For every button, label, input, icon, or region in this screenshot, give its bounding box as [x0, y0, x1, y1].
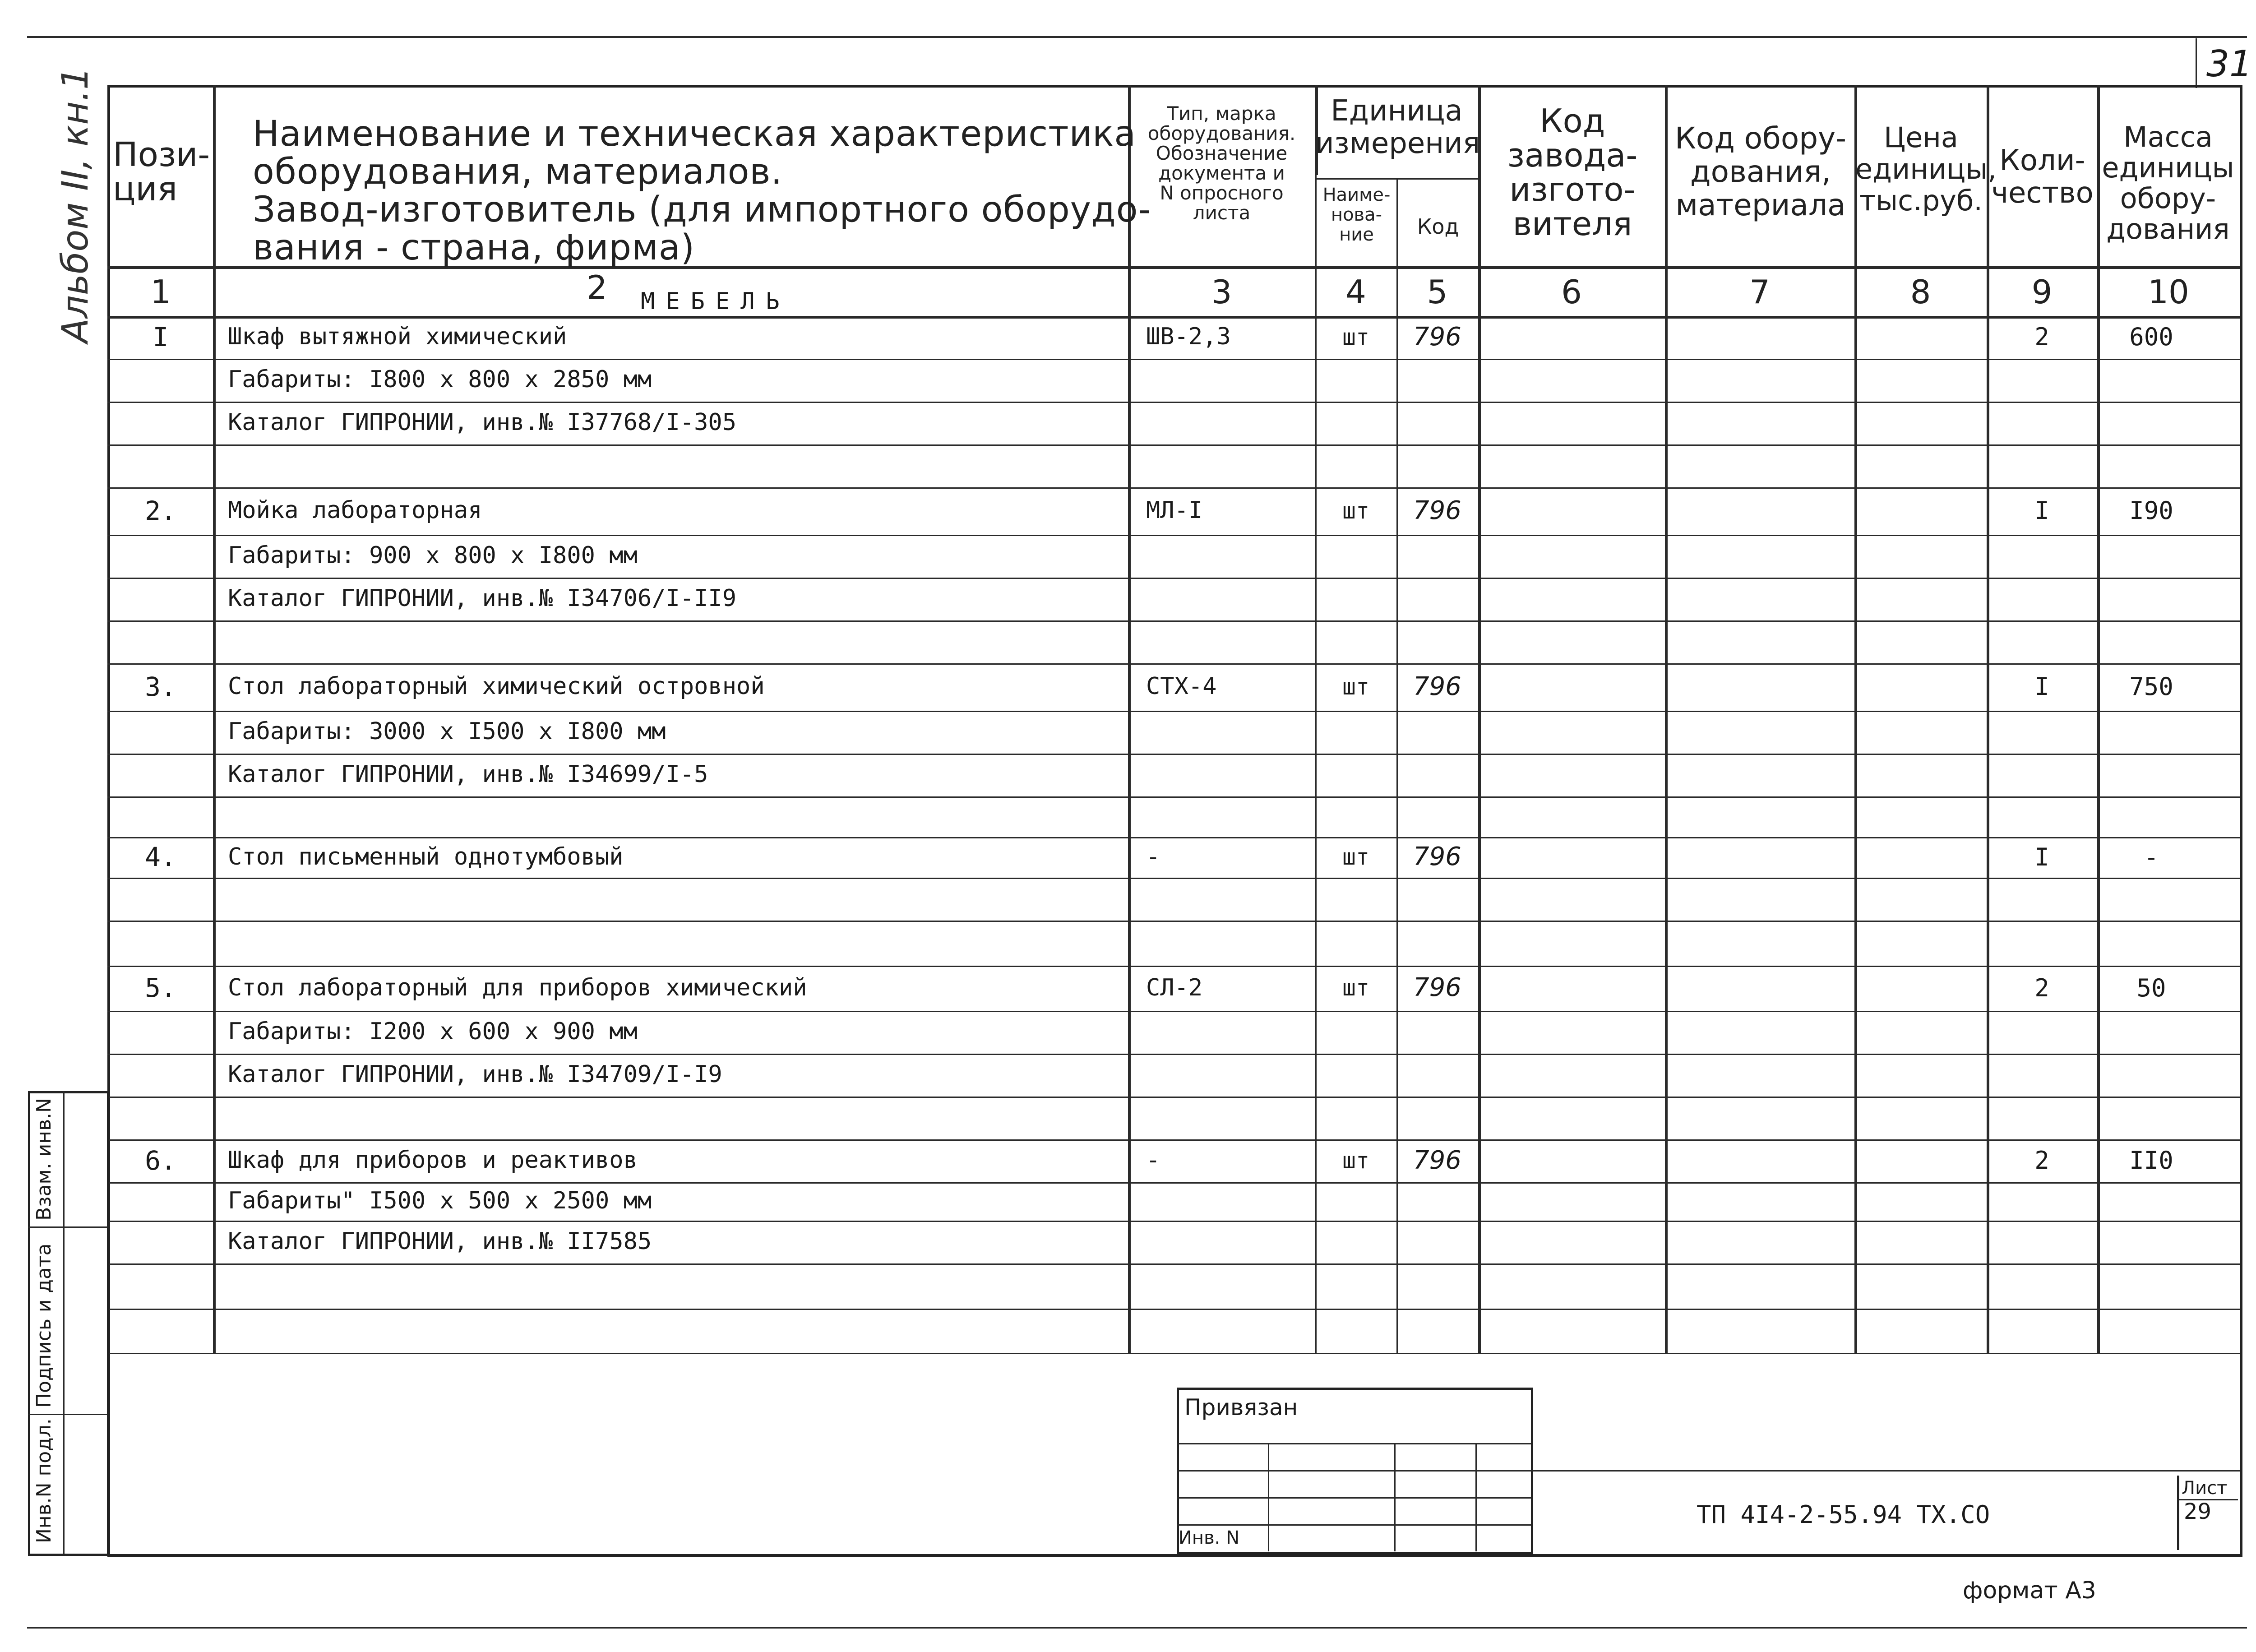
colnum-8: 8: [1910, 273, 1931, 311]
stamp-privyazan: Привязан: [1184, 1394, 1298, 1421]
row-unit: шт: [1342, 975, 1370, 1001]
row-name: Габариты" I500 x 500 x 2500 мм: [228, 1187, 652, 1215]
row-type: СТХ-4: [1146, 673, 1217, 700]
row-type: МЛ-I: [1146, 497, 1203, 524]
row-mass: I90: [2129, 496, 2173, 525]
header-unit-name: Наиме- нова- ние: [1322, 185, 1391, 245]
row-name: Шкаф для приборов и реактивов: [228, 1147, 638, 1174]
row-code: 796: [1413, 495, 1461, 525]
row-unit: шт: [1342, 673, 1370, 700]
colnum-4: 4: [1345, 273, 1366, 311]
row-code: 796: [1413, 973, 1461, 1003]
stamp-inv-label: Инв. N: [1179, 1527, 1239, 1548]
margin-replace-inv: Взам. инв.N: [32, 1098, 55, 1221]
sheet-number-top: 31: [2206, 43, 2252, 85]
row-name: Стол лабораторный химический островной: [228, 673, 765, 700]
colnum-10: 10: [2148, 273, 2189, 311]
row-type: -: [1146, 843, 1160, 870]
row-qty: 2: [2034, 1146, 2049, 1175]
colnum-1: 1: [150, 273, 171, 311]
row-type: ШВ-2,3: [1146, 323, 1231, 351]
row-code: 796: [1413, 1145, 1461, 1175]
format-label: формат А3: [1963, 1577, 2096, 1604]
header-unit-code: Код: [1417, 214, 1459, 239]
row-pos: 3.: [145, 671, 176, 702]
row-pos: 4.: [145, 842, 176, 873]
stamp-document-code: ТП 4I4-2-55.94 ТХ.СО: [1697, 1500, 1990, 1529]
row-name: Шкаф вытяжной химический: [228, 323, 567, 351]
row-name: Каталог ГИПРОНИИ, инв.№ I34699/I-5: [228, 761, 708, 788]
header-equipment-code: Код обору- дования, материала: [1674, 121, 1847, 222]
stamp-sheet-number: 29: [2184, 1499, 2212, 1524]
header-type: Тип, марка оборудования. Обозначение документа и N опросного листа: [1147, 102, 1296, 224]
row-code: 796: [1413, 322, 1461, 352]
row-unit: шт: [1342, 497, 1370, 524]
row-type: СЛ-2: [1146, 974, 1203, 1001]
section-title: МЕБЕЛЬ: [641, 288, 791, 315]
row-code: 796: [1413, 671, 1461, 701]
row-name: Мойка лабораторная: [228, 497, 482, 524]
margin-inv-original: Инв.N подл.: [32, 1418, 55, 1543]
row-name: Каталог ГИПРОНИИ, инв.№ I37768/I-305: [228, 409, 737, 436]
row-unit: шт: [1342, 324, 1370, 350]
colnum-9: 9: [2031, 273, 2053, 311]
header-position: Пози- ция: [113, 135, 210, 208]
row-mass: 50: [2136, 973, 2166, 1002]
colnum-7: 7: [1749, 273, 1770, 311]
row-qty: I: [2034, 842, 2049, 871]
row-mass: II0: [2129, 1146, 2173, 1175]
row-name: Габариты: 900 x 800 x I800 мм: [228, 542, 638, 569]
row-mass: 600: [2129, 323, 2173, 352]
row-qty: I: [2034, 672, 2049, 701]
row-type: -: [1146, 1147, 1160, 1174]
row-pos: 5.: [145, 972, 176, 1004]
row-qty: 2: [2034, 323, 2049, 352]
row-name: Габариты: 3000 x I500 x I800 мм: [228, 718, 666, 745]
row-name: Каталог ГИПРОНИИ, инв.№ I34706/I-II9: [228, 585, 737, 612]
stamp-sheet-label: Лист: [2182, 1478, 2228, 1499]
row-name: Габариты: I200 x 600 x 900 мм: [228, 1018, 638, 1046]
row-unit: шт: [1342, 844, 1370, 870]
header-factory-code: Код завода- изгото- вителя: [1507, 102, 1638, 243]
row-name: Каталог ГИПРОНИИ, инв.№ II7585: [228, 1228, 652, 1255]
row-pos: I: [153, 321, 169, 352]
row-code: 796: [1413, 842, 1461, 872]
row-unit: шт: [1342, 1147, 1370, 1174]
row-pos: 6.: [145, 1145, 176, 1176]
row-mass: -: [2144, 842, 2159, 871]
colnum-6: 6: [1561, 273, 1582, 311]
row-name: Стол письменный однотумбовый: [228, 843, 624, 870]
row-pos: 2.: [145, 495, 176, 526]
colnum-3: 3: [1211, 273, 1232, 311]
row-qty: I: [2034, 496, 2049, 525]
row-name: Каталог ГИПРОНИИ, инв.№ I34709/I-I9: [228, 1061, 722, 1088]
header-price: Цена единицы, тыс.руб.: [1855, 121, 1997, 217]
side-album-label: Альбом II, кн.1: [54, 66, 96, 343]
row-name: Стол лабораторный для приборов химический: [228, 974, 807, 1001]
colnum-2: 2: [587, 268, 607, 306]
header-mass: Масса единицы обору- дования: [2102, 120, 2234, 245]
header-unit: Единица измерения: [1315, 94, 1480, 160]
header-name: Наименование и техническая характеристика оборудования, материалов. Завод-изготовитель (для импортного оборудо- вания - страна, фирма): [253, 114, 1151, 268]
row-qty: 2: [2034, 973, 2049, 1002]
colnum-5: 5: [1427, 273, 1448, 311]
row-name: Габариты: I800 x 800 x 2850 мм: [228, 366, 652, 393]
sheet-number-box-left: [2196, 38, 2197, 88]
margin-signature-date: Подпись и дата: [32, 1243, 55, 1408]
row-mass: 750: [2129, 672, 2173, 701]
header-quantity: Коли- чество: [1991, 144, 2094, 210]
bottom-page-line: [27, 1627, 2247, 1629]
top-page-line: [27, 36, 2247, 38]
